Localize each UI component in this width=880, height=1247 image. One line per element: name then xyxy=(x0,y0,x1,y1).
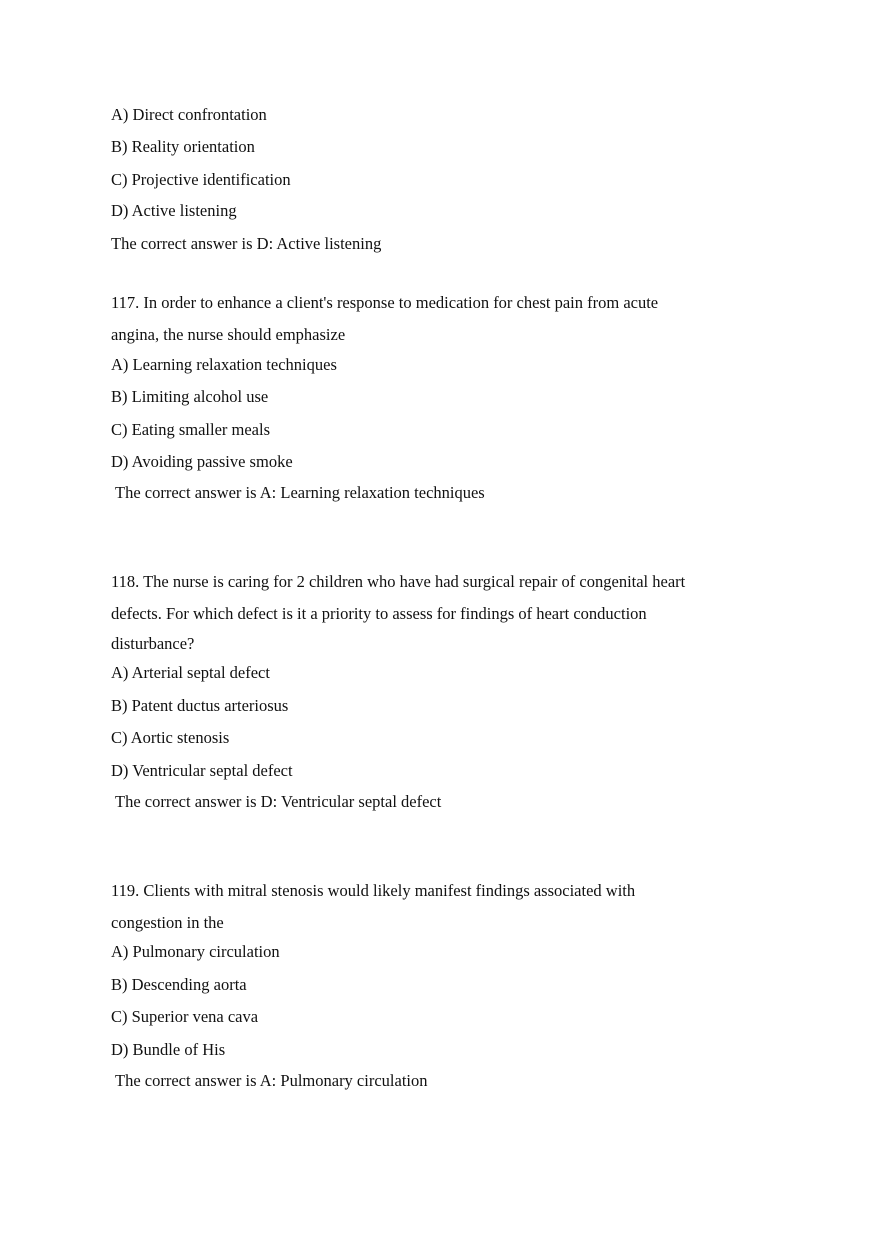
option-b: B) Descending aorta xyxy=(111,975,247,994)
option-c: C) Aortic stenosis xyxy=(111,728,230,747)
question-stem-line: angina, the nurse should emphasize xyxy=(111,325,346,344)
correct-answer: The correct answer is A: Pulmonary circulation xyxy=(115,1071,428,1090)
option-a: A) Direct confrontation xyxy=(111,105,267,124)
option-a: A) Learning relaxation techniques xyxy=(111,355,337,374)
option-b: B) Patent ductus arteriosus xyxy=(111,696,289,715)
question-stem-line: disturbance? xyxy=(111,634,195,653)
option-b: B) Limiting alcohol use xyxy=(111,387,269,406)
option-d: D) Avoiding passive smoke xyxy=(111,452,293,471)
question-stem-line: 117. In order to enhance a client's response to medication for chest pain from acute xyxy=(111,293,659,312)
option-c: C) Projective identification xyxy=(111,170,291,189)
question-stem-line: 118. The nurse is caring for 2 children who have had surgical repair of congenital heart xyxy=(111,572,686,591)
question-stem-line: 119. Clients with mitral stenosis would likely manifest findings associated with xyxy=(111,881,636,900)
option-a: A) Pulmonary circulation xyxy=(111,942,280,961)
option-c: C) Eating smaller meals xyxy=(111,420,270,439)
correct-answer: The correct answer is D: Ventricular septal defect xyxy=(115,792,442,811)
option-d: D) Active listening xyxy=(111,201,237,220)
option-b: B) Reality orientation xyxy=(111,137,255,156)
option-d: D) Bundle of His xyxy=(111,1040,226,1059)
correct-answer: The correct answer is A: Learning relaxation techniques xyxy=(115,483,485,502)
option-d: D) Ventricular septal defect xyxy=(111,761,293,780)
option-c: C) Superior vena cava xyxy=(111,1007,259,1026)
question-stem-line: congestion in the xyxy=(111,913,224,932)
question-stem-line: defects. For which defect is it a priority to assess for findings of heart conduction xyxy=(111,604,647,623)
option-a: A) Arterial septal defect xyxy=(111,663,270,682)
correct-answer: The correct answer is D: Active listening xyxy=(111,234,382,253)
